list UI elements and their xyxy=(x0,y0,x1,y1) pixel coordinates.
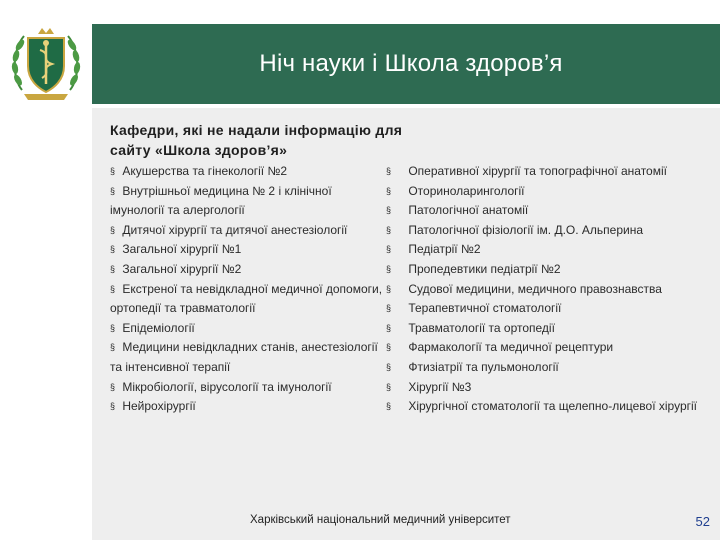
university-emblem-icon xyxy=(6,20,86,106)
department-list-item xyxy=(386,221,712,241)
department-list-item xyxy=(386,378,712,398)
right-column-list xyxy=(386,162,712,417)
department-name: Загальної хірургії №1 xyxy=(119,242,242,257)
bullet-icon: § xyxy=(110,166,116,176)
bullet-icon: § xyxy=(386,185,392,196)
department-list-item xyxy=(110,280,388,319)
department-list-item xyxy=(386,299,712,319)
bullet-icon: § xyxy=(386,381,392,392)
department-list-item xyxy=(386,182,712,202)
department-list-item xyxy=(110,319,388,339)
header xyxy=(0,0,720,108)
left-column-list xyxy=(110,162,388,417)
bullet-icon: § xyxy=(110,381,116,392)
department-list-item xyxy=(386,280,712,300)
department-list-item xyxy=(386,201,712,221)
department-name: Травматології та ортопедії xyxy=(405,320,555,335)
department-name: Нейрохірургії xyxy=(119,399,196,414)
bullet-icon: § xyxy=(110,224,116,235)
department-list-item xyxy=(110,221,388,241)
bullet-icon: § xyxy=(386,205,392,216)
department-list-item xyxy=(386,358,712,378)
department-list-item xyxy=(110,378,388,398)
department-list-item xyxy=(386,162,712,182)
footer-university-name: Харківський національний медичний університет xyxy=(250,514,511,526)
bullet-icon: § xyxy=(110,244,116,255)
department-list-item xyxy=(386,397,712,417)
bullet-icon: § xyxy=(110,185,116,196)
department-name: Медицини невідкладних станів, анестезіології та інтенсивної терапії xyxy=(110,340,378,374)
department-name: Екстреної та невідкладної медичної допомоги, ортопедії та травматології xyxy=(110,281,383,316)
department-list-item xyxy=(386,338,712,358)
department-name: Хірургії №3 xyxy=(405,379,472,394)
bullet-icon: § xyxy=(110,401,116,412)
department-name: Внутрішньої медицина № 2 і клінічної імунології та алергології xyxy=(110,183,332,218)
slide-title: Ніч науки і Школа здоров’я xyxy=(259,50,563,77)
bullet-icon: § xyxy=(386,283,392,294)
department-name: Пропедевтики педіатрії №2 xyxy=(405,261,561,276)
title-bar xyxy=(92,24,720,104)
department-name: Патологічної фізіології ім. Д.О. Альперина xyxy=(405,222,644,237)
bullet-icon: § xyxy=(386,322,392,333)
department-list-item xyxy=(110,162,388,182)
department-name: Хірургічної стоматології та щелепно-лицевої хірургії xyxy=(405,399,698,414)
bullet-icon: § xyxy=(386,166,392,176)
bullet-icon: § xyxy=(110,342,116,353)
bullet-icon: § xyxy=(110,283,116,294)
department-name: Акушерства та гінекології №2 xyxy=(119,164,288,178)
department-name: Патологічної анатомії xyxy=(405,203,529,218)
department-name: Фтизіатрії та пульмонології xyxy=(405,359,559,374)
bullet-icon: § xyxy=(110,263,116,274)
bullet-icon: § xyxy=(386,244,392,255)
bullet-icon: § xyxy=(386,224,392,235)
section-heading: Кафедри, які не надали інформацію для сайту «Школа здоров’я» xyxy=(110,122,403,158)
department-name: Оперативної хірургії та топографічної анатомії xyxy=(405,164,667,178)
bullet-icon: § xyxy=(110,322,116,333)
department-name: Судової медицини, медичного правознавства xyxy=(405,281,662,296)
department-list-item xyxy=(386,240,712,260)
department-name: Дитячої хірургії та дитячої анестезіології xyxy=(119,222,348,237)
department-name: Оториноларингології xyxy=(405,183,525,198)
department-list-item xyxy=(386,260,712,280)
bullet-icon: § xyxy=(386,361,392,372)
bullet-icon: § xyxy=(386,263,392,274)
bullet-icon: § xyxy=(386,303,392,314)
bullet-icon: § xyxy=(386,401,392,412)
department-list-item xyxy=(110,260,388,280)
content-area xyxy=(92,108,720,540)
department-list-item xyxy=(110,338,388,377)
department-name: Фармакології та медичної рецептури xyxy=(405,340,614,355)
department-name: Загальної хірургії №2 xyxy=(119,261,242,276)
department-list-item xyxy=(110,182,388,221)
department-name: Терапевтичної стоматології xyxy=(405,301,562,316)
department-list-item xyxy=(110,397,388,417)
department-list-item xyxy=(110,240,388,260)
page-number: 52 xyxy=(695,514,710,529)
department-name: Епідеміології xyxy=(119,320,195,335)
department-name: Педіатрії №2 xyxy=(405,242,481,257)
bullet-icon: § xyxy=(386,342,392,353)
department-list-item xyxy=(386,319,712,339)
department-name: Мікробіології, вірусології та імунології xyxy=(119,379,332,394)
